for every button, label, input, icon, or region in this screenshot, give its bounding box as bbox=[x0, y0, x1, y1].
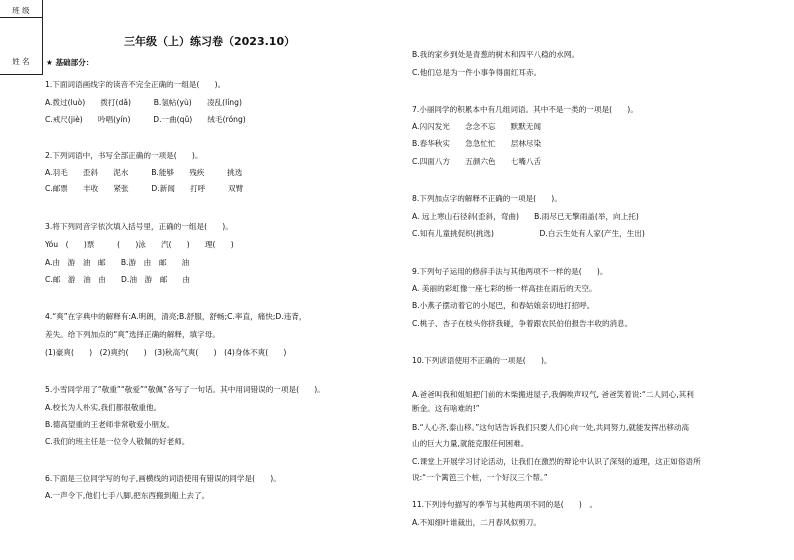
student-info-box bbox=[0, 0, 43, 75]
question-line-q7b: B.春华秋实 急急忙忙 层林尽染 bbox=[412, 139, 542, 148]
question-line-q11: 11.下列诗句描写的季节与其他两项不同的是( ) 。 bbox=[412, 500, 598, 509]
question-line-q10c: C.课堂上开展学习讨论活动，让我们在激烈的辩论中认识了深刻的道理，这正如俗语所 bbox=[412, 457, 701, 466]
question-line-q7: 7.小丽同学的积累本中有几组词语。其中不是一类的一项是( )。 bbox=[412, 105, 638, 114]
name-label: 姓 名 bbox=[12, 57, 30, 66]
question-line-q10b2: 山的巨大力量,就能克服任何困难。 bbox=[412, 439, 529, 448]
question-line-q7a: A.闪闪发光 念念不忘 默默无闻 bbox=[412, 122, 541, 131]
question-line-q8: 8.下列加点字的解释不正确的一项是( )。 bbox=[412, 194, 562, 203]
question-line-q5a: A.校长为人朴实,我们都很敬重他。 bbox=[45, 403, 162, 412]
question-line-q10a2: 断金。这有啥难的!” bbox=[412, 404, 480, 413]
question-line-q2: 2.下列词语中，书写全部正确的一项是( )。 bbox=[45, 151, 203, 160]
question-line-q4c: (1)豪爽( ) (2)爽约( ) (3)秋高气爽( ) (4)身体不爽( ) bbox=[45, 348, 287, 357]
question-line-q6: 6.下面是三位同学写的句子,画横线的词语使用有错误的同学是( )。 bbox=[45, 474, 281, 483]
section-heading: ★ 基础部分： bbox=[46, 58, 94, 67]
class-label: 班 级 bbox=[12, 6, 30, 15]
question-line-q10c2: 说:“一个篱笆三个桩，一个好汉三个帮。” bbox=[412, 473, 548, 482]
question-line-q3a: A.由 游 油 邮 B.游 由 邮 油 bbox=[45, 258, 190, 267]
question-line-r2: C.他们总是为一件小事争得面红耳赤。 bbox=[412, 68, 542, 77]
question-line-q5b: B.德高望重的王老师非常敬爱小朋友。 bbox=[45, 420, 175, 429]
question-line-q1a: A.拨过(luò) 拨打(dǎ) B.氢帖(yù) 凌乱(líng) bbox=[45, 98, 242, 107]
question-line-q4b: 差失。给下列加点的“爽”选择正确的解释，填字母。 bbox=[45, 330, 220, 339]
question-line-q2c: C.邮票 丰收 紧张 D.新闻 打呼 双臂 bbox=[45, 184, 244, 193]
question-line-q9c: C.桃子、杏子在枝头你挤我碰，争着跟农民伯伯报告丰收的消息。 bbox=[412, 319, 633, 328]
question-line-q6a: A.一声令下,他们七手八脚,把东西搬到船上去了。 bbox=[45, 491, 210, 500]
question-line-q11a: A.不知细叶谁裁出，二月春风似剪刀。 bbox=[412, 518, 541, 527]
question-line-q1c: C.戒尺(jiè) 吟唱(yín) D.一曲(qǔ) 绒毛(róng) bbox=[45, 115, 246, 124]
question-line-q2a: A.羽毛 歪斜 泥水 B.能够 残疾 挑选 bbox=[45, 168, 243, 177]
question-line-q7c: C.四面八方 五颜六色 七嘴八舌 bbox=[412, 157, 542, 166]
question-line-q8a: A. 远上寒山石径斜(歪斜，弯曲) B.雨尽已无擎雨盖(举，向上托) bbox=[412, 212, 639, 221]
question-line-q5c: C.我们的班主任是一位令人敬佩的好老师。 bbox=[45, 437, 190, 446]
question-line-q3: 3.将下列同音字依次填入括号里，正确的一组是( )。 bbox=[45, 222, 233, 231]
question-line-q8c: C.知有儿童挑促织(挑选) D.白云生处有人家(产生，生出) bbox=[412, 229, 645, 238]
question-line-q9: 9.下列句子运用的修辞手法与其他两项不一样的是( )。 bbox=[412, 267, 608, 276]
question-line-q10b: B.“人心齐,泰山移。”这句话告诉我们只要人们心向一处,共同努力,就能发挥出移动高 bbox=[412, 423, 690, 432]
question-line-q5: 5.小雪同学用了“敬重”“敬爱”“敬佩”各写了一句话。其中用词错误的一项是( )。 bbox=[45, 385, 325, 394]
question-line-q10: 10.下列谚语使用不正确的一项是( )。 bbox=[412, 356, 552, 365]
question-line-q9b: B.小燕子摆动着它的小尾巴，和春姑娘亲切地打招呼。 bbox=[412, 301, 595, 310]
divider bbox=[0, 17, 42, 18]
question-line-r1: B.我的家乡到处是青葱的树木和四平八稳的水网。 bbox=[412, 50, 580, 59]
question-line-q1: 1.下面词语画线字的读音不完全正确的一组是( )。 bbox=[45, 80, 226, 89]
question-line-q9a: A. 美丽的彩虹像一座七彩的桥一样高挂在雨后的天空。 bbox=[412, 284, 597, 293]
page-title: 三年级（上）练习卷（2023.10） bbox=[124, 35, 296, 48]
question-line-q3c: C.邮 游 油 由 D.油 游 邮 由 bbox=[45, 275, 191, 284]
question-line-q10a: A.爸爸叫我和姐姐把门前的木柴搬进屋子,我俩唉声叹气, 爸爸笑着说:“二人同心,其利 bbox=[412, 390, 694, 399]
question-line-q3s: Yóu ( )票 ( )泳 汽( ) 理( ) bbox=[45, 240, 234, 249]
question-line-q4: 4.“爽”在字典中的解释有:A.明朗，清亮;B.舒服，舒畅;C.率直，痛快;D.违背， bbox=[45, 312, 307, 321]
